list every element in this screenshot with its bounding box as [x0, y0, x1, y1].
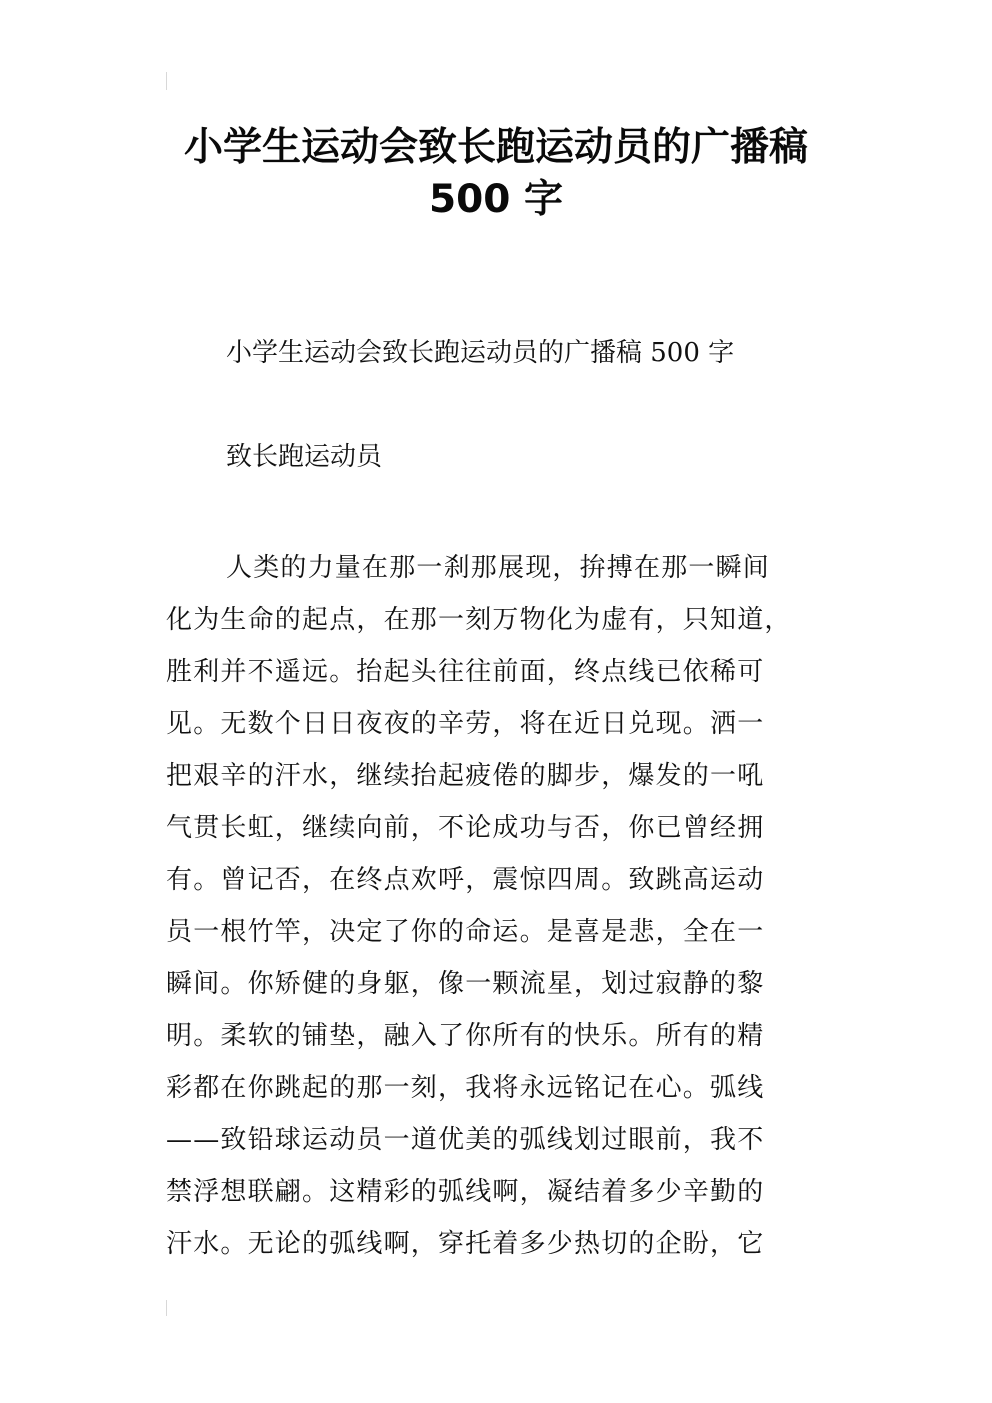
body-line: ——致铅球运动员一道优美的弧线划过眼前，我不	[166, 1125, 765, 1155]
body-line: 汗水。无论的弧线啊，穿托着多少热切的企盼，它	[166, 1229, 765, 1259]
body-paragraph	[166, 542, 830, 1270]
document-title	[150, 122, 842, 226]
body-line: 员一根竹竿，决定了你的命运。是喜是悲，全在一	[166, 917, 765, 947]
page-corner-mark-top	[166, 72, 167, 90]
body-line: 气贯长虹，继续向前，不论成功与否，你已曾经拥	[166, 813, 765, 843]
body-line: 胜利并不遥远。抬起头往往前面，终点线已依稀可	[166, 657, 765, 687]
title-line-2: 500 字	[429, 177, 563, 222]
body-line: 瞬间。你矫健的身躯，像一颗流星，划过寂静的黎	[166, 969, 765, 999]
page-corner-mark-bottom	[166, 1300, 167, 1316]
body-line: 有。曾记否，在终点欢呼，震惊四周。致跳高运动	[166, 865, 765, 895]
body-line: 见。无数个日日夜夜的辛劳，将在近日兑现。洒一	[166, 709, 765, 739]
title-line-1: 小学生运动会致长跑运动员的广播稿	[183, 125, 808, 170]
section-heading: 致长跑运动员	[226, 442, 383, 472]
body-line: 禁浮想联翩。这精彩的弧线啊，凝结着多少辛勤的	[166, 1177, 765, 1207]
body-line: 彩都在你跳起的那一刻，我将永远铭记在心。弧线	[166, 1073, 765, 1103]
body-line: 明。柔软的铺垫，融入了你所有的快乐。所有的精	[166, 1021, 765, 1051]
body-line: 人类的力量在那一刹那展现，拚搏在那一瞬间	[226, 553, 771, 583]
document-subtitle: 小学生运动会致长跑运动员的广播稿 500 字	[226, 338, 735, 368]
body-line: 化为生命的起点，在那一刻万物化为虚有，只知道，	[166, 605, 792, 635]
body-line: 把艰辛的汗水，继续抬起疲倦的脚步，爆发的一吼	[166, 761, 765, 791]
